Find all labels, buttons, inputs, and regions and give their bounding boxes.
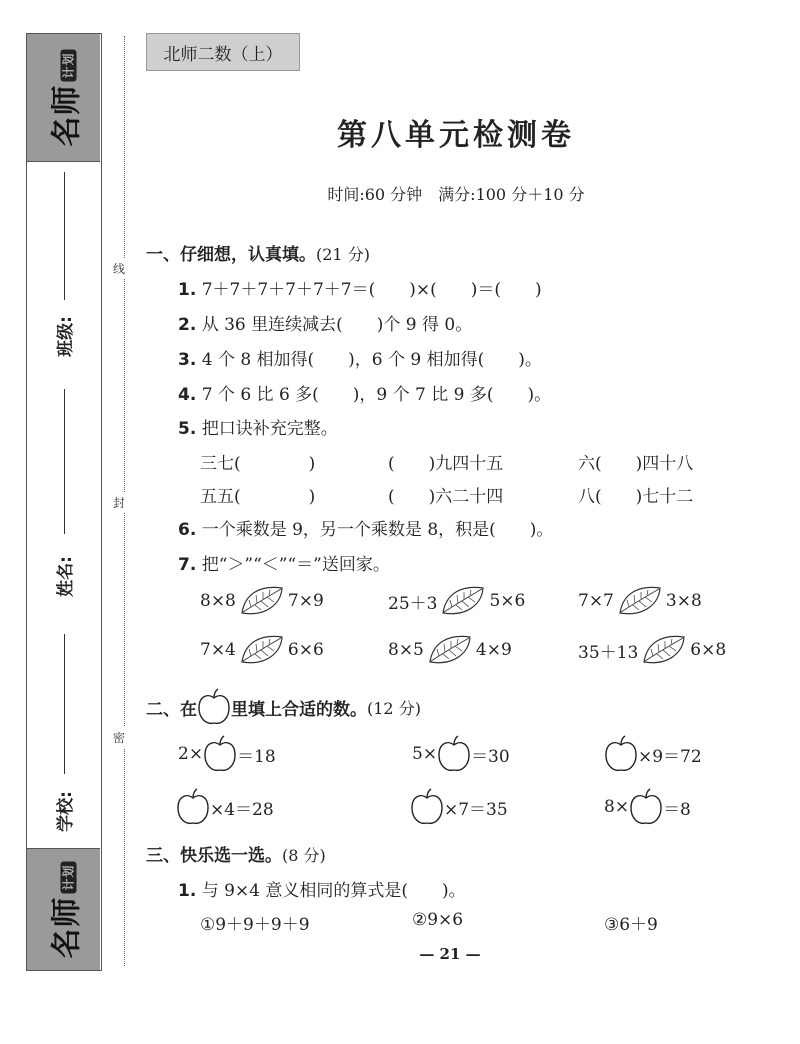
name-line [64, 389, 65, 534]
school-label: 学校: [56, 791, 76, 832]
logo-text: 名师 [49, 84, 85, 147]
apple-blank-icon[interactable] [437, 734, 471, 774]
apple-blank-icon[interactable] [629, 787, 663, 827]
compare-right: 3×8 [665, 591, 702, 611]
compare-item [200, 632, 324, 668]
compare-item [388, 632, 512, 668]
logo-tag: 计划 [61, 49, 77, 81]
option-2[interactable]: ②9×6 [412, 910, 464, 930]
edition-label: 北师二数（上） [146, 33, 300, 71]
question-number: 1. [178, 881, 197, 901]
apple-equation [604, 787, 691, 827]
brand-logo-bottom [27, 848, 100, 970]
compare-right: 6×8 [690, 640, 727, 660]
compare-item [388, 583, 525, 619]
question-text: 7 个 6 比 6 多( )，9 个 7 比 9 多( )。 [201, 385, 552, 405]
equation-pre: 2× [178, 744, 204, 764]
question-text: 从 36 里连续减去( )个 9 得 0。 [201, 315, 473, 335]
section-title: 一、仔细想，认真填。 [146, 245, 316, 265]
apple-equation [412, 734, 510, 774]
question-number: 4. [178, 385, 197, 405]
apple-blank-icon[interactable] [410, 787, 444, 827]
apple-icon [197, 688, 231, 726]
logo-tag: 计划 [61, 861, 77, 893]
section-2-heading [146, 688, 421, 726]
question-text: 7＋7＋7＋7＋7＋7＝( )×( )＝( ) [201, 280, 542, 300]
option-3[interactable]: ③6＋9 [604, 915, 658, 935]
class-field [27, 316, 100, 357]
question-1 [178, 275, 542, 300]
school-line [64, 634, 65, 774]
leaf-blank-icon[interactable] [440, 583, 486, 619]
compare-right: 7×9 [287, 591, 324, 611]
question-number: 3. [178, 350, 197, 370]
apple-equation [178, 734, 276, 774]
compare-left: 7×4 [200, 640, 236, 660]
seal-mark: 密 [113, 727, 125, 748]
section-title: 三、快乐选一选。 [146, 846, 282, 866]
compare-left: 8×8 [200, 591, 236, 611]
equation-pre: 8× [604, 797, 630, 817]
compare-item [578, 583, 702, 619]
compare-right: 6×6 [287, 640, 324, 660]
class-label: 班级: [56, 316, 76, 357]
name-field [27, 556, 100, 597]
question-3 [178, 345, 542, 370]
question-text: 把“＞”“＜”“＝”送回家。 [201, 555, 390, 575]
leaf-blank-icon[interactable] [427, 632, 473, 668]
equation-post: ＝30 [471, 746, 510, 767]
question-5 [178, 414, 338, 439]
question-3-1 [178, 876, 466, 901]
option-1[interactable]: ①9＋9＋9＋9 [200, 915, 310, 935]
question-text: 4 个 8 相加得( )，6 个 9 相加得( )。 [201, 350, 542, 370]
compare-left: 35＋13 [578, 642, 639, 663]
class-line [64, 172, 65, 300]
mnemonic-blank: ( )九四十五 [388, 454, 504, 474]
question-number: 7. [178, 555, 197, 575]
question-text: 一个乘数是 9，另一个乘数是 8，积是( )。 [201, 520, 554, 540]
section-points: (12 分) [367, 698, 421, 718]
apple-equation [410, 787, 508, 827]
equation-post: ×4＝28 [210, 799, 274, 820]
equation-post: ×7＝35 [444, 799, 508, 820]
section-1-heading [146, 240, 370, 265]
page-title: 第八单元检测卷 [337, 118, 575, 153]
mnemonic-blank: 三七( ) [200, 454, 316, 474]
section-points: (21 分) [316, 245, 370, 264]
school-field [27, 791, 100, 832]
brand-logo-top [27, 34, 100, 162]
time-score-info: 时间:60 分钟 满分:100 分＋10 分 [327, 185, 585, 204]
apple-equation [604, 734, 702, 774]
mnemonic-blank: 八( )七十二 [578, 487, 694, 507]
section-title: 二、在 [146, 699, 197, 720]
apple-blank-icon[interactable] [203, 734, 237, 774]
compare-left: 8×5 [388, 640, 424, 660]
section-points: (8 分) [282, 846, 326, 865]
compare-right: 4×9 [475, 640, 512, 660]
compare-left: 7×7 [578, 591, 614, 611]
question-2 [178, 310, 472, 335]
leaf-blank-icon[interactable] [239, 583, 285, 619]
question-text: 与 9×4 意义相同的算式是( )。 [201, 881, 466, 901]
compare-left: 25＋3 [388, 593, 438, 614]
section-3-heading [146, 841, 326, 866]
mnemonic-blank: ( )六二十四 [388, 487, 504, 507]
equation-pre: 5× [412, 744, 438, 764]
compare-right: 5×6 [489, 591, 526, 611]
compare-item [200, 583, 324, 619]
question-number: 5. [178, 419, 197, 439]
equation-post: ×9＝72 [638, 746, 702, 767]
question-4 [178, 380, 551, 405]
question-number: 6. [178, 520, 197, 540]
leaf-blank-icon[interactable] [239, 632, 285, 668]
apple-blank-icon[interactable] [604, 734, 638, 774]
seal-mark: 封 [113, 492, 125, 513]
leaf-blank-icon[interactable] [617, 583, 663, 619]
mnemonic-blank: 六( )四十八 [578, 454, 694, 474]
question-6 [178, 515, 553, 540]
question-text: 把口诀补充完整。 [201, 419, 338, 439]
logo-text: 名师 [49, 896, 85, 959]
equation-post: ＝8 [663, 799, 691, 820]
name-label: 姓名: [56, 556, 76, 597]
question-7 [178, 550, 390, 575]
binding-strip [26, 33, 102, 971]
mnemonic-blank: 五五( ) [200, 487, 316, 507]
apple-equation [176, 787, 274, 827]
leaf-blank-icon[interactable] [641, 632, 687, 668]
equation-post: ＝18 [237, 746, 276, 767]
section-title: 里填上合适的数。 [231, 699, 367, 720]
seal-mark: 线 [113, 258, 125, 279]
question-number: 2. [178, 315, 197, 335]
compare-item [578, 632, 726, 668]
page-number: — 21 — [419, 945, 481, 963]
apple-blank-icon[interactable] [176, 787, 210, 827]
question-number: 1. [178, 280, 197, 300]
